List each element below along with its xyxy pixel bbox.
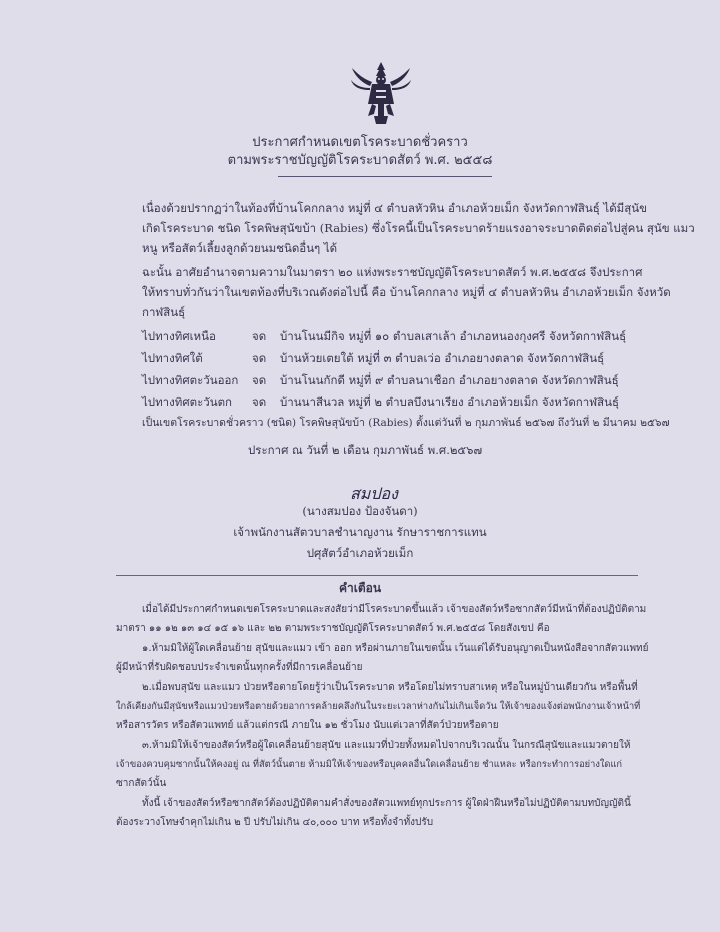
signer-position-2: ปศุสัตว์อำเภอห้วยเม็ก xyxy=(306,546,414,560)
notice-divider xyxy=(116,575,638,576)
signer-name: (นางสมปอง ป้องจันดา) xyxy=(302,504,418,518)
direction-north-label: ไปทางทิศเหนือ xyxy=(142,329,216,343)
body-p2-line-3: กาฬสินธุ์ xyxy=(142,305,186,319)
notice-line: ทั้งนี้ เจ้าของสัตว์หรือซากสัตว์ต้องปฏิบัติตามคำสั่งของสัตวแพทย์ทุกประการ ผู้ใดฝ่าฝืนหรือไม่ปฏิบัติตามบทบัญญัตินี้ xyxy=(142,798,631,809)
notice-line: ผู้มีหน้าที่รับผิดชอบประจำเขตนั้นทุกครั้งที่มีการเคลื่อนย้าย xyxy=(116,662,363,673)
direction-south-label: ไปทางทิศใต้ xyxy=(142,351,203,365)
announced-date: ประกาศ ณ วันที่ ๒ เดือน กุมภาพันธ์ พ.ศ.๒๕๖๗ xyxy=(248,443,483,457)
direction-west-label: ไปทางทิศตะวันตก xyxy=(142,395,233,409)
notice-title: คำเตือน xyxy=(338,581,382,595)
signer-position-1: เจ้าพนักงานสัตวบาลชำนาญงาน รักษาราชการแทน xyxy=(233,525,487,539)
notice-line: เมื่อได้มีประกาศกำหนดเขตโรคระบาดและสงสัยว่ามีโรคระบาดขึ้นแล้ว เจ้าของสัตว์หรือซากสัตว์มีหน้าที่ต้องปฏิบัติตาม xyxy=(142,604,647,615)
direction-west-text: บ้านนาสีนวล หมู่ที่ ๒ ตำบลบึงนาเรียง อำเภอห้วยเม็ก จังหวัดกาฬสินธุ์ xyxy=(280,395,619,409)
direction-west-sep: จด xyxy=(252,395,267,409)
title-line-1: ประกาศกำหนดเขตโรคระบาดชั่วคราว xyxy=(252,135,468,150)
body-p2-line-1: ฉะนั้น อาศัยอำนาจตามความในมาตรา ๒๐ แห่งพระราชบัญญัติโรคระบาดสัตว์ พ.ศ.๒๕๕๘ จึงประกาศ xyxy=(142,265,643,279)
body-p1-line-2: เกิดโรคระบาด ชนิด โรคพิษสุนัขบ้า (Rabies) ซึ่งโรคนี้เป็นโรคระบาดร้ายแรงอาจระบาดติดต่อไปสู่คน สุนัข แมว xyxy=(142,221,695,235)
body-p1-line-1: เนื่องด้วยปรากฏว่าในท้องที่บ้านโคกกลาง หมู่ที่ ๔ ตำบลหัวหิน อำเภอห้วยเม็ก จังหวัดกาฬสินธุ์ ได้มีสุนัข xyxy=(142,201,647,215)
direction-east-label: ไปทางทิศตะวันออก xyxy=(142,373,239,387)
direction-north-text: บ้านโนนมีกิจ หมู่ที่ ๑๐ ตำบลเสาเล้า อำเภอหนองกุงศรี จังหวัดกาฬสินธุ์ xyxy=(280,329,627,343)
garuda-emblem-icon xyxy=(350,60,412,128)
direction-east-text: บ้านโนนกักดี หมู่ที่ ๙ ตำบลนาเชือก อำเภอยางตลาด จังหวัดกาฬสินธุ์ xyxy=(280,373,619,387)
direction-north-sep: จด xyxy=(252,329,267,343)
body-p1-line-3: หนู หรือสัตว์เลี้ยงลูกด้วยนมชนิดอื่นๆ ได้ xyxy=(142,241,338,255)
effective-period: เป็นเขตโรคระบาดชั่วคราว (ชนิด) โรคพิษสุนัขบ้า (Rabies) ตั้งแต่วันที่ ๒ กุมภาพันธ์ ๒๕๖๗ ถึงวันที่ ๒ มีนาคม ๒๕๖๗ xyxy=(142,417,670,429)
notice-line: ๓.ห้ามมิให้เจ้าของสัตว์หรือผู้ใดเคลื่อนย้ายสุนัข และแมวที่ป่วยทั้งหมดไปจากบริเวณนั้น ในกรณีสุนัขและแมวตายให้ xyxy=(142,740,631,751)
direction-east-sep: จด xyxy=(252,373,267,387)
direction-south-text: บ้านห้วยเตยใต้ หมู่ที่ ๓ ตำบลเว่อ อำเภอยางตลาด จังหวัดกาฬสินธุ์ xyxy=(280,351,605,365)
notice-line: ๒.เมื่อพบสุนัข และแมว ป่วยหรือตายโดยรู้ว่าเป็นโรคระบาด หรือโดยไม่ทราบสาเหตุ หรือในหมู่บ้านเดียวกัน หรือพื้นที่ xyxy=(142,682,638,693)
notice-line: มาตรา ๑๑ ๑๒ ๑๓ ๑๔ ๑๕ ๑๖ และ ๒๒ ตามพระราชบัญญัติโรคระบาดสัตว์ พ.ศ.๒๕๕๘ โดยสังเขป คือ xyxy=(116,623,550,634)
notice-line: เจ้าของควบคุมซากนั้นให้คงอยู่ ณ ที่สัตว์นั้นตาย ห้ามมิให้เจ้าของหรือบุคคลอื่นใดเคลื่อนย้าย ชำแหละ หรือกระทำการอย่างใดแก่ xyxy=(116,759,623,770)
notice-line: ใกล้เคียงกันมีสุนัขหรือแมวป่วยหรือตายด้วยอาการคล้ายคลึงกันในระยะเวลาห่างกันไม่เกินเจ็ดวัน ให้เจ้าของแจ้งต่อพนักงานเจ้าหน้าที่ xyxy=(116,701,641,712)
notice-line: ซากสัตว์นั้น xyxy=(116,778,167,789)
title-divider xyxy=(278,176,492,177)
signature: สมปอง xyxy=(350,484,398,503)
notice-line: ต้องระวางโทษจำคุกไม่เกิน ๒ ปี ปรับไม่เกิน ๔๐,๐๐๐ บาท หรือทั้งจำทั้งปรับ xyxy=(116,817,434,828)
notice-line: ๑.ห้ามมิให้ผู้ใดเคลื่อนย้าย สุนัขและแมว เข้า ออก หรือผ่านภายในเขตนั้น เว้นแต่ได้รับอนุญาตเป็นหนังสือจากสัตวแพทย์ xyxy=(142,643,649,654)
body-p2-line-2: ให้ทราบทั่วกันว่าในเขตท้องที่บริเวณดังต่อไปนี้ คือ บ้านโคกกลาง หมู่ที่ ๔ ตำบลหัวหิน อำเภอห้วยเม็ก จังหวัด xyxy=(142,285,671,299)
notice-line: หรือสารวัตร หรือสัตวแพทย์ แล้วแต่กรณี ภายใน ๑๒ ชั่วโมง นับแต่เวลาที่สัตว์ป่วยหรือตาย xyxy=(116,720,499,731)
direction-south-sep: จด xyxy=(252,351,267,365)
title-line-2: ตามพระราชบัญญัติโรคระบาดสัตว์ พ.ศ. ๒๕๕๘ xyxy=(227,153,493,168)
